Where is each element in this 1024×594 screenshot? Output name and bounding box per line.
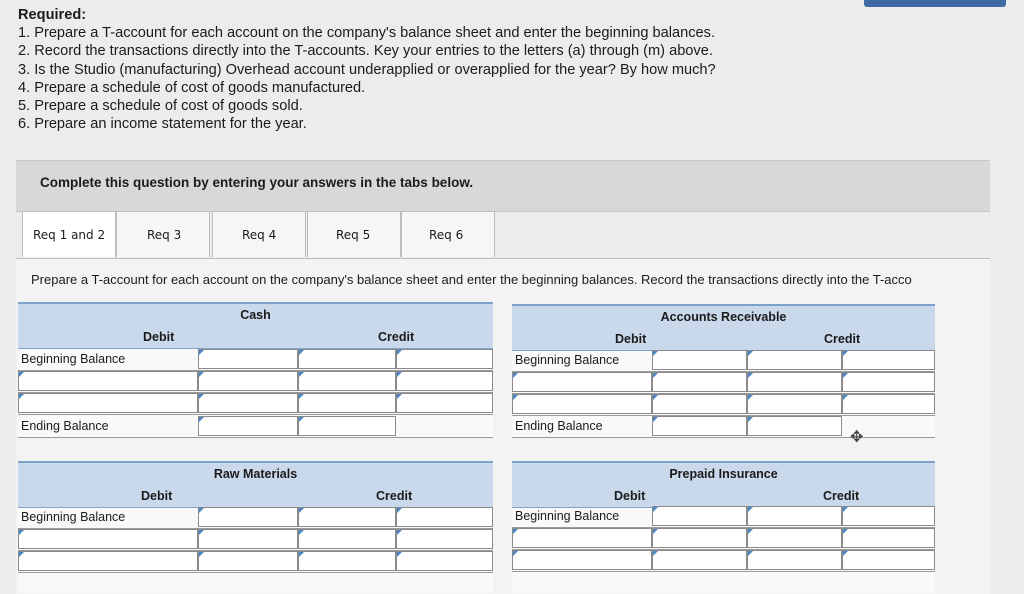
tab-label: Req 4	[242, 228, 277, 242]
credit-header: Credit	[823, 489, 860, 503]
credit-label-input[interactable]	[747, 528, 842, 548]
credit-amount-input[interactable]	[842, 550, 935, 570]
credit-amount-input[interactable]	[396, 507, 493, 527]
t-account-header	[18, 485, 493, 508]
debit-amount-input[interactable]	[198, 349, 298, 369]
entry-row	[18, 393, 493, 415]
debit-amount-input[interactable]	[652, 506, 747, 526]
credit-amount-input[interactable]	[396, 529, 493, 549]
credit-amount-input[interactable]	[842, 350, 935, 370]
top-toolbar-accent	[864, 0, 1006, 7]
debit-amount-input[interactable]	[652, 416, 747, 436]
row-label: Beginning Balance	[515, 353, 620, 367]
debit-header: Debit	[615, 332, 647, 346]
debit-label-input[interactable]	[18, 371, 198, 391]
requirement-item: 1. Prepare a T-account for each account on the company's balance sheet and enter the beginning balances.	[18, 25, 716, 42]
instruction-text: Complete this question by entering your answers in the tabs below.	[40, 175, 474, 190]
t-account-raw-materials	[18, 461, 493, 593]
debit-label-input[interactable]	[18, 529, 198, 549]
row-label: Ending Balance	[21, 419, 109, 433]
t-account-header	[18, 326, 493, 349]
credit-label-input[interactable]	[747, 550, 842, 570]
credit-label-input[interactable]	[298, 507, 396, 527]
tab-req-4[interactable]	[212, 211, 306, 257]
debit-amount-input[interactable]	[198, 507, 298, 527]
credit-amount-input[interactable]	[396, 551, 493, 571]
credit-label-input[interactable]	[747, 372, 842, 392]
debit-amount-input[interactable]	[198, 529, 298, 549]
debit-amount-input[interactable]	[652, 550, 747, 570]
credit-header: Credit	[376, 489, 413, 503]
t-account-title: Prepaid Insurance	[512, 461, 935, 485]
credit-amount-input[interactable]	[396, 393, 493, 413]
debit-amount-input[interactable]	[198, 416, 298, 436]
debit-amount-input[interactable]	[198, 551, 298, 571]
t-account-title: Accounts Receivable	[512, 304, 935, 328]
move-cursor-icon: ✥	[850, 429, 864, 446]
credit-amount-input[interactable]	[842, 372, 935, 392]
t-account-title: Cash	[18, 302, 493, 326]
tab-req-1-and-2[interactable]	[22, 211, 116, 257]
debit-label-input[interactable]	[512, 372, 652, 392]
entry-row	[512, 528, 935, 550]
row-label: Beginning Balance	[21, 510, 126, 524]
debit-label-input[interactable]	[512, 528, 652, 548]
t-account-title: Raw Materials	[18, 461, 493, 485]
credit-header: Credit	[378, 330, 415, 344]
ending-balance-row	[18, 416, 493, 438]
credit-amount-input[interactable]	[842, 394, 935, 414]
tab-label: Req 3	[147, 228, 182, 242]
debit-label-input[interactable]	[18, 393, 198, 413]
credit-label-input[interactable]	[298, 551, 396, 571]
debit-amount-input[interactable]	[198, 393, 298, 413]
row-label: Beginning Balance	[21, 352, 126, 366]
debit-amount-input[interactable]	[652, 350, 747, 370]
row-label: Ending Balance	[515, 419, 603, 433]
credit-label-input[interactable]	[298, 529, 396, 549]
requirements-block	[18, 6, 778, 133]
debit-header: Debit	[143, 330, 175, 344]
requirements-list	[18, 24, 778, 133]
entry-row	[512, 372, 935, 394]
debit-amount-input[interactable]	[652, 372, 747, 392]
tab-label: Req 1 and 2	[33, 228, 106, 242]
debit-label-input[interactable]	[512, 394, 652, 414]
t-account-cash	[18, 302, 493, 438]
tab-prompt: Prepare a T-account for each account on the company's balance sheet and enter the beginning balances. Record the transactions directly into the T-acco	[31, 272, 912, 287]
entry-row	[18, 371, 493, 393]
tab-req-5[interactable]	[307, 211, 401, 257]
t-account-header	[512, 328, 935, 351]
requirement-item: 6. Prepare an income statement for the year.	[18, 116, 307, 133]
credit-amount-input[interactable]	[396, 371, 493, 391]
requirement-item: 4. Prepare a schedule of cost of goods manufactured.	[18, 79, 366, 96]
tab-req-3[interactable]	[116, 211, 210, 257]
debit-label-input[interactable]	[18, 551, 198, 571]
requirements-heading: Required:	[18, 7, 87, 23]
credit-label-input[interactable]	[747, 416, 842, 436]
row-label: Beginning Balance	[515, 509, 620, 523]
tab-label: Req 5	[336, 228, 371, 242]
credit-label-input[interactable]	[747, 506, 842, 526]
credit-label-input[interactable]	[747, 350, 842, 370]
t-account-accounts-receivable	[512, 304, 935, 438]
beginning-balance-row	[512, 506, 935, 528]
debit-header: Debit	[141, 489, 173, 503]
beginning-balance-row	[512, 350, 935, 372]
instruction-banner	[16, 160, 990, 212]
credit-amount-input[interactable]	[842, 506, 935, 526]
beginning-balance-row	[18, 349, 493, 371]
ending-balance-row	[512, 416, 935, 438]
requirement-item: 5. Prepare a schedule of cost of goods sold.	[18, 98, 303, 115]
entry-row	[512, 394, 935, 416]
requirement-item: 2. Record the transactions directly into the T-accounts. Key your entries to the letters (a) through (m) above.	[18, 43, 713, 60]
credit-label-input[interactable]	[298, 393, 396, 413]
beginning-balance-row	[18, 507, 493, 529]
entry-row	[512, 550, 935, 572]
credit-amount-input[interactable]	[396, 349, 493, 369]
credit-label-input[interactable]	[747, 394, 842, 414]
debit-amount-input[interactable]	[652, 528, 747, 548]
credit-label-input[interactable]	[298, 416, 396, 436]
tab-label: Req 6	[429, 228, 464, 242]
debit-amount-input[interactable]	[652, 394, 747, 414]
debit-amount-input[interactable]	[198, 371, 298, 391]
credit-header: Credit	[824, 332, 861, 346]
t-account-prepaid-insurance	[512, 461, 935, 593]
tab-req-6[interactable]	[401, 211, 495, 257]
credit-amount-input[interactable]	[842, 528, 935, 548]
entry-row	[18, 529, 493, 551]
debit-header: Debit	[614, 489, 646, 503]
credit-label-input[interactable]	[298, 371, 396, 391]
requirement-item: 3. Is the Studio (manufacturing) Overhead account underapplied or overapplied for the year? By how much?	[18, 61, 716, 78]
debit-label-input[interactable]	[512, 550, 652, 570]
t-account-header	[512, 485, 935, 508]
credit-label-input[interactable]	[298, 349, 396, 369]
entry-row	[18, 551, 493, 573]
